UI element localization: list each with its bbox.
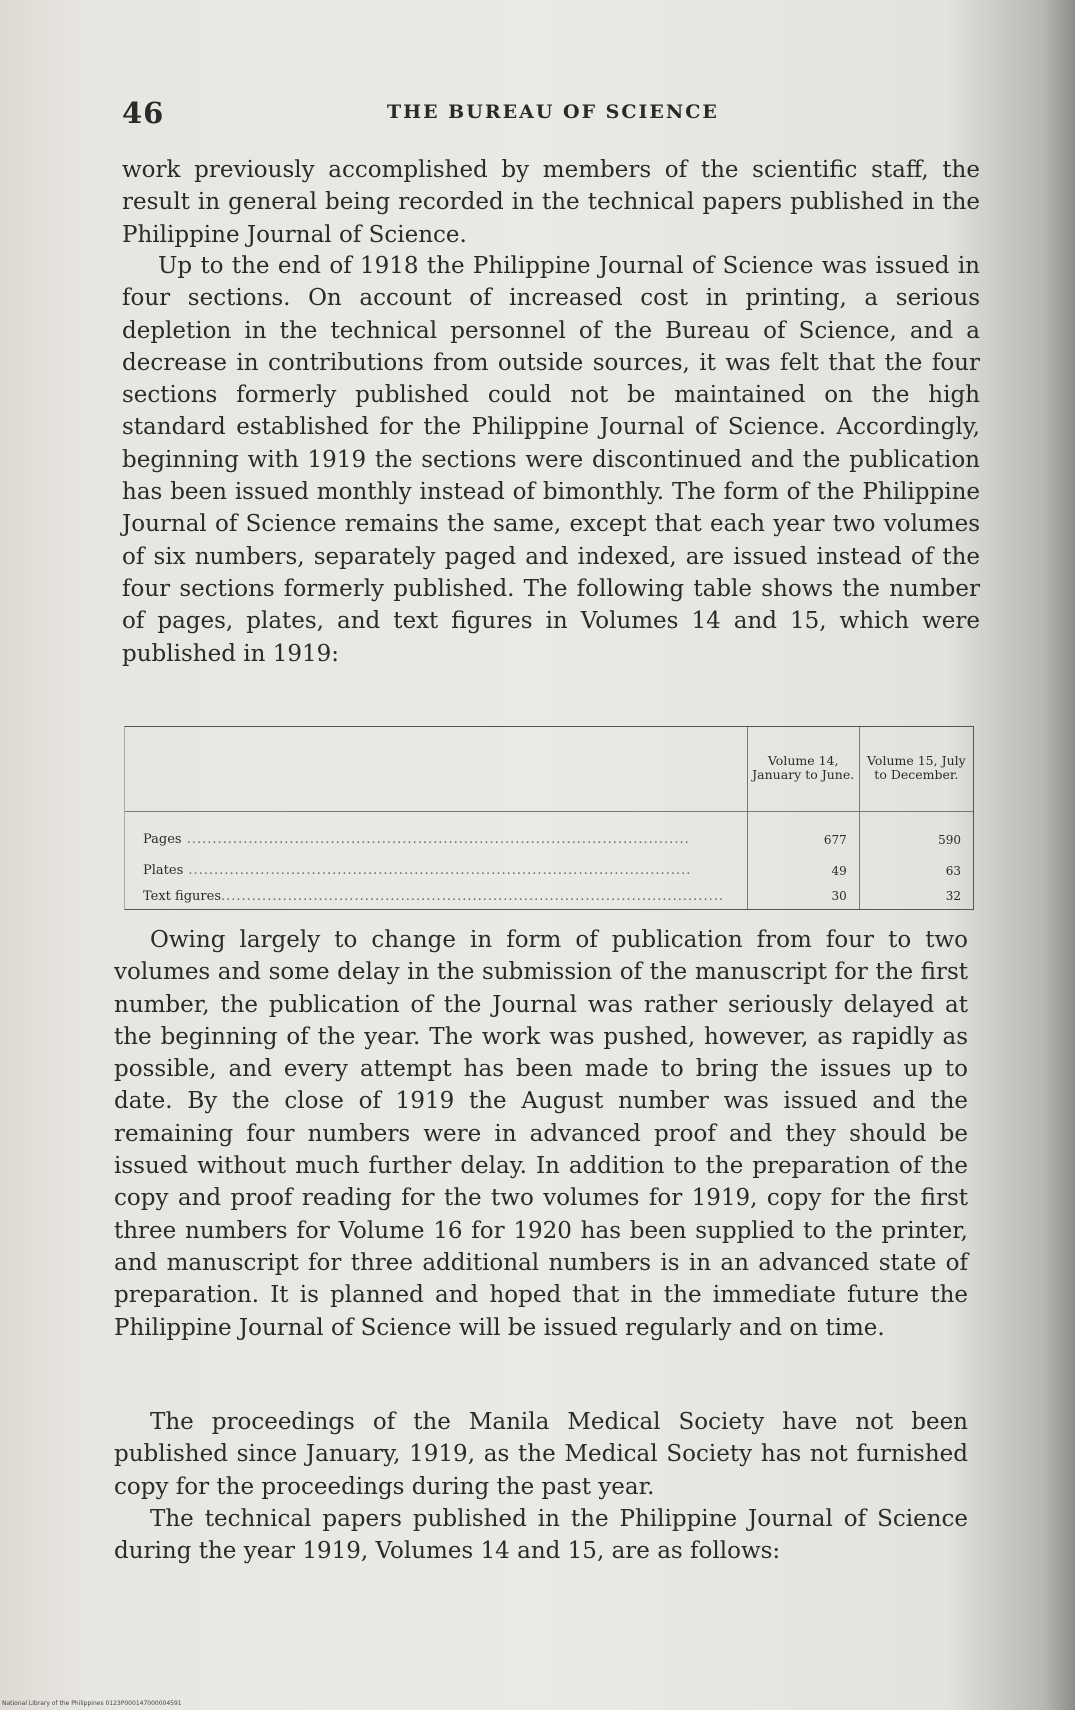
paragraph-3: Owing largely to change in form of publication from four to two volumes and some delay in the submission of the manuscript for the first number, the publication of the Journal was rather seriously delayed at the beginning of the year. The work was pushed, however, as rapidly as possible, and every attempt has been made to bring the issues up to date. By the close of 1919 the August number was issued and the remaining four numbers were in advanced proof and they should be issued without much further delay. In addition to the preparation of the copy and proof reading for the two volumes for 1919, copy for the first three numbers for Volume 16 for 1920 has been supplied to the printer, and manuscript for three additional numbers is in an advanced state of preparation. It is planned and hoped that in the immediate future the Philippine Journal of Science will be issued regularly and on time. [114, 927, 968, 1341]
table-stub-header [125, 727, 747, 811]
volume-statistics-table [124, 726, 974, 910]
cell-text-figures-v15: 32 [859, 883, 973, 909]
scan-credit: National Library of the Philippines 0123P000147000004591 [2, 1700, 182, 1707]
row-label-plates: Plates [143, 863, 184, 879]
column-header-volume-15: Volume 15, July to December. [859, 727, 973, 811]
column-header-volume-14: Volume 14, January to June. [747, 727, 859, 811]
paragraph-4: The proceedings of the Manila Medical Society have not been published since January, 1919, as the Medical Society has not furnished copy for the proceedings during the past year. [114, 1409, 968, 1500]
cell-plates-v14: 49 [747, 858, 859, 884]
paragraph-1: work previously accomplished by members of the scientific staff, the result in general being recorded in the technical papers published in the Philippine Journal of Science. [122, 157, 980, 248]
leader-dots: .................................................................................................. [183, 863, 692, 879]
paragraph-2: Up to the end of 1918 the Philippine Journal of Science was issued in four sections. On account of increased cost in printing, a serious depletion in the technical personnel of the Bureau of Science, and a decrease in contributions from outside sources, it was felt that the four sections formerly published could not be maintained on the high standard established for the Philippine Journal of Science. Accordingly, beginning with 1919 the sections were discontinued and the publication has been issued monthly instead of bimonthly. The form of the Philippine Journal of Science remains the same, except that each year two volumes of six numbers, separately paged and indexed, are issued instead of the four sections formerly published. The following table shows the number of pages, plates, and text figures in Volumes 14 and 15, which were published in 1919: [122, 253, 980, 667]
table-row [125, 858, 973, 884]
cell-pages-v14: 677 [747, 811, 859, 858]
cell-text-figures-v14: 30 [747, 883, 859, 909]
table-row [125, 811, 973, 858]
leader-dots: .................................................................................................. [181, 832, 690, 848]
row-label-pages: Pages [143, 832, 182, 848]
table-row [125, 883, 973, 909]
paragraph-5: The technical papers published in the Philippine Journal of Science during the year 1919, Volumes 14 and 15, are as follows: [114, 1506, 968, 1565]
row-label-text-figures: Text figures [143, 888, 221, 904]
table-header-row [125, 727, 973, 811]
leader-dots: .................................................................................................. [221, 888, 724, 904]
page-number: 46 [122, 96, 165, 130]
running-head: THE BUREAU OF SCIENCE [387, 101, 719, 123]
cell-plates-v15: 63 [859, 858, 973, 884]
cell-pages-v15: 590 [859, 811, 973, 858]
page-header [122, 96, 982, 136]
